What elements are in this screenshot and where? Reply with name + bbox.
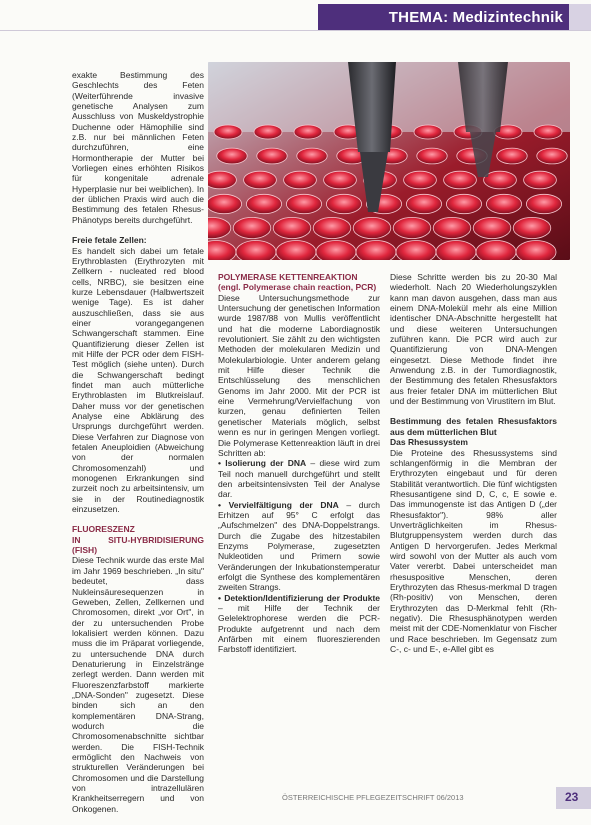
well-shape: [316, 241, 356, 261]
well-shape: [446, 194, 481, 213]
well-shape: [516, 241, 556, 261]
step-detection-title: • Detektion/Identifizierung der Produkte: [218, 592, 380, 603]
well-shape: [404, 171, 437, 189]
column-right: [390, 272, 557, 654]
section-header-band: [318, 4, 591, 30]
well-shape: [476, 241, 516, 261]
well-shape: [254, 125, 282, 139]
well-shape: [297, 148, 327, 164]
pcr-paragraph: Diese Untersuchungsmethode zur Untersuchung der genetischen Information wurde 1987/88 von Mullis veröffentlicht und hat die moderne Labordiagnostik revolutioniert. Sie zählt zu den wichtigsten Methoden der molekularen Medizin und Molekularbiologie. Unter anderem gelang mit Hilfe dieser Technik die Entschlüsselung des menschlichen Genoms im Jahr 2000. Mit der PCR ist eine Vermehrung/Vervielfachung von kurzen, genau definierten Teilen genetischer Materials möglich, selbst wenn es nur in geringen Mengen vorliegt. Die Polymerase Kettenreaktion läuft in drei Schritten ab:: [218, 292, 380, 458]
well-shape: [313, 217, 351, 238]
well-shape: [417, 148, 447, 164]
well-shape: [534, 125, 562, 139]
lab-photo-illustration: [208, 62, 570, 260]
well-shape: [246, 194, 281, 213]
well-shape: [414, 125, 442, 139]
pcr-step-amplification: [218, 500, 380, 593]
free-fetal-cells-heading: Freie fetale Zellen:: [72, 235, 147, 246]
fish-paragraph: Diese Technik wurde das erste Mal im Jahr 1969 beschrieben. „In situ" bedeutet, dass Nukleinsäuresequenzen in Geweben, Zellen, Zellkernen und Chromosomen, direkt „vor Ort", in der zu untersuchenden Probe lokalisiert werden können. Dazu muss die im Präparat vorliegende, zu untersuchende DNA durch Denaturierung in Einzelstränge zerlegt werden. Dann werden mit Fluoreszenzfarbstoff markierte „DNA-Sonden" zugesetzt. Diese binden sich an den komplementären DNA-Strang, wodurch die Chromosomenabschnitte sichtbar werden. Die FISH-Technik ermöglicht den Nachweis von strukturellen Veränderungen bei Chromosomen und die Darstellung von intrazellulären Krankheitserregern und von Onkogenen.: [72, 555, 204, 814]
header-tab-marker: [569, 4, 591, 30]
well-shape: [497, 148, 527, 164]
well-shape: [486, 194, 521, 213]
well-shape: [217, 148, 247, 164]
well-shape: [406, 194, 441, 213]
well-shape: [284, 171, 317, 189]
well-shape: [513, 217, 551, 238]
well-shape: [208, 171, 236, 189]
well-shape: [257, 148, 287, 164]
well-shape: [433, 217, 471, 238]
rhesus-system-paragraph: Die Proteine des Rhesussystems sind schlangenförmig in die Membran der Erythrozyten eingebaut und für deren Stabilität verantwortlich. Die fünf wichtigsten Rhesusantigene sind D, C, c, E sowie e. Das immunogenste ist das Antigen D („der Rhesusfaktor"). 98% aller Unverträglichkeiten im Rhesus-Blutgruppensystem werden durch das Antigen D hervorgerufen. Jedes Merkmal wird sowohl von der Mutter als auch vom Vater vererbt. Dabei unterscheidet man rhesuspositive Menschen, deren Erythrozyten das Rhesus-merkmal D tragen (Rh-positiv) von Menschen, deren Erythrozyten das D-Merkmal fehlt (Rh-negativ). Die Rhesusphänotypen werden meist mit der CDE-Nomenklatur von Fischer und Race beschrieben. Im Gegensatz zum C-, c- und E-, e-Allel gibt es: [390, 447, 557, 655]
well-shape: [286, 194, 321, 213]
well-shape: [396, 241, 436, 261]
well-shape: [273, 217, 311, 238]
lab-photo-pcr-plate: [208, 62, 570, 260]
well-shape: [473, 217, 511, 238]
well-shape: [353, 217, 391, 238]
well-shape: [324, 171, 357, 189]
well-shape: [294, 125, 322, 139]
well-shape: [236, 241, 276, 261]
step-amplification-text: – durch Erhitzen auf 95° C erfolgt das „Aufschmelzen" des DNA-Doppelstrangs. Durch die Zugabe des hitzestabilen Enzyms Polymerase, zugesetzten Nukleotiden und Primern sowie Veränderungen der Inkubationstemperatur erfolgt die Synthese des komplementären zweiten Strangs.: [218, 499, 380, 593]
pcr-repetition-paragraph: Diese Schritte werden bis zu 20-30 Mal wiederholt. Nach 20 Wiederholungszyklen kann man davon ausgehen, dass man aus einem DNA-Molekül mehr als eine Million identischer DNA-Abschnitte hergestellt hat und diese weiteren Untersuchungen zuführen kann. Die PCR wird auch zur Quantifizierung von DNA-Mengen eingesetzt. Diese Methode findet ihre Anwendung z.B. in der Tumordiagnostik, der Bestimmung des fetalen Rhesusfaktors aus freier fetaler DNA im mütterlichen Blut und der Bestimmung von Virustitern im Blut.: [390, 272, 557, 407]
header-divider: [0, 30, 591, 31]
well-shape: [526, 194, 561, 213]
step-isolation-title: • Isolierung der DNA: [218, 458, 307, 469]
well-shape: [233, 217, 271, 238]
pcr-heading: POLYMERASE KETTENREAKTION: [218, 272, 358, 282]
column-left: [72, 70, 204, 814]
pcr-step-isolation: [218, 458, 380, 499]
page-number: 23: [565, 790, 579, 804]
fish-heading-line1: FLUORESZENZ: [72, 524, 135, 535]
pcr-subheading: (engl. Polymerase chain reaction, PCR): [218, 282, 377, 293]
rhesus-determination-heading: Bestimmung des fetalen Rhesusfaktors aus dem mütterlichen Blut: [390, 416, 557, 437]
well-shape: [214, 125, 242, 139]
well-shape: [436, 241, 476, 261]
well-shape: [356, 241, 396, 261]
well-shape: [524, 171, 557, 189]
footer-source: ÖSTERREICHISCHE PFLEGEZEITSCHRIFT 06/2013: [282, 793, 464, 802]
well-shape: [208, 194, 242, 213]
rhesus-system-heading: Das Rhesussystem: [390, 437, 468, 448]
step-amplification-title: • Vervielfältigung der DNA: [218, 499, 339, 510]
step-isolation-text: – diese wird zum Teil noch manuell durchgeführt und stellt den arbeitsintensivsten Teil der Analyse dar.: [218, 458, 380, 500]
section-title: THEMA: Medizintechnik: [388, 9, 563, 26]
fish-heading-line2: IN SITU-HYBRIDISIERUNG (FISH): [72, 534, 204, 556]
pcr-step-detection: [218, 593, 380, 655]
step-detection-text: – mit Hilfe der Technik der Gelelektrophorese werden die PCR-Produkte aufgetrennt und nach dem Anfärben mit einem fluoreszierenden Farbstoff identifiziert.: [218, 603, 380, 655]
well-shape: [276, 241, 316, 261]
well-shape: [444, 171, 477, 189]
column-middle: [218, 272, 380, 655]
well-shape: [537, 148, 567, 164]
well-shape: [393, 217, 431, 238]
well-shape: [326, 194, 361, 213]
intro-paragraph: exakte Bestimmung des Geschlechts des Feten (Weiterführende invasive genetische Analysen zum Ausschluss von Muskeldystrophie Duchenne oder Hämophilie sind z.B. nur bei männlichen Feten durchzuführen, eine Hormontherapie der Mutter bei Vorliegen eines erhöhten Risikos für kongenitale adrenale Hyperplasie nur bei weiblichen). In der üblichen Praxis wird auch die Bestimmung des fetalen Rhesus-Phänotyps bereits durchgeführt.: [72, 70, 204, 225]
well-shape: [244, 171, 277, 189]
free-fetal-cells-paragraph: Es handelt sich dabei um fetale Erythroblasten (Erythrozyten mit Zellkern - nucleated red blood cells, NRBC), sie besitzen eine kurze Lebensdauer (Halbwertszeit wenige Tage). Es ist daher auszuschließen, dass sie aus einer vorangegangenen Schwangerschaft stammen. Eine Quantifizierung dieser Zellen ist mit Hilfe der PCR oder dem FISH-Test möglich (siehe unten). Durch die Schwangerschaft bedingt findet man auch mütterliche Erythroblasten im Blutkreislauf. Daher muss vor der genetischen Analyse eine Abklärung des Ursprungs durchgeführt werden. Diese Verfahren zur Diagnose von fetalen Aneuploidien (Abweichung von der normalen Chromosomenzahl) und monogenen Erkrankungen sind zurzeit noch zu arbeitsintensiv, um sie in der Routinediagnostik einzusetzen.: [72, 245, 204, 515]
